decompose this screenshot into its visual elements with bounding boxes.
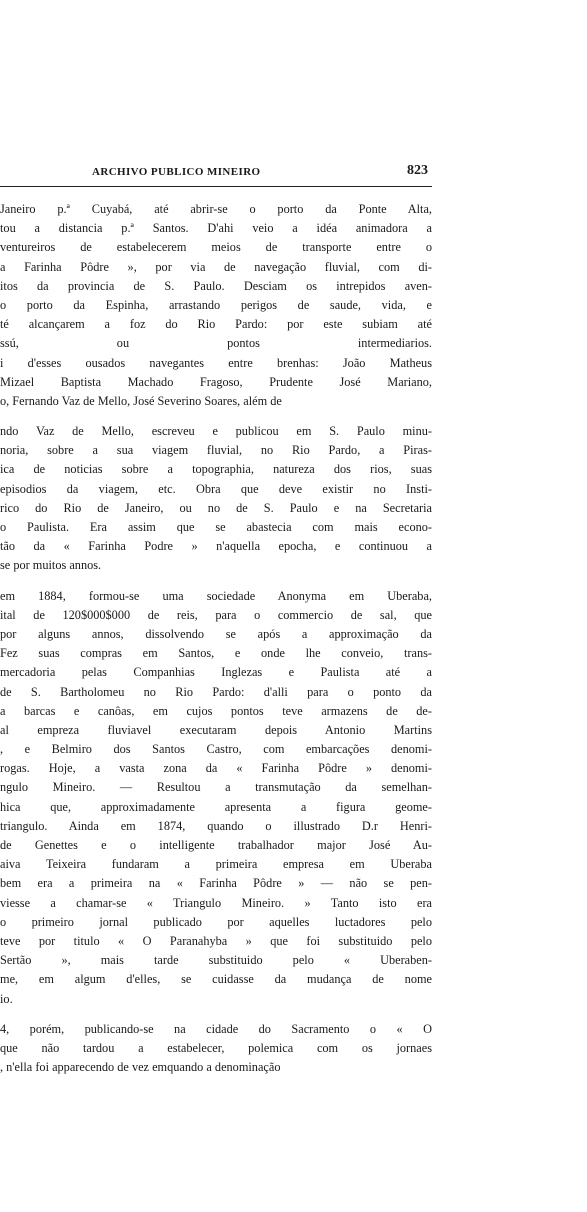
text-line: , e Belmiro dos Santos Castro, com embarcações denomi- <box>0 742 432 757</box>
text-line: a barcas e canôas, em cujos pontos teve armazens de de- <box>0 703 432 718</box>
text-line: mercadoria pelas Companhias Inglezas e Paulista até a <box>0 665 432 680</box>
paragraph <box>0 587 432 1009</box>
page-header <box>0 160 432 187</box>
text-line: de S. Bartholomeu no Rio Pardo: d'alli para o ponto da <box>0 684 432 699</box>
text-line: triangulo. Ainda em 1874, quando o illustrado D.r Henri- <box>0 818 432 833</box>
text-line: que não tardou a estabelecer, polemica com os jornaes <box>0 1040 432 1055</box>
running-title: ARCHIVO PUBLICO MINEIRO <box>92 166 261 178</box>
paragraph <box>0 422 432 576</box>
text-line: ssú, ou pontos intermediarios. <box>0 336 432 351</box>
text-line: Sertão », mais tarde substituido pelo « Uberaben- <box>0 953 432 968</box>
text-line: episodios da viagem, etc. Obra que deve existir no Insti- <box>0 481 432 496</box>
text-line: se por muitos annos. <box>0 558 102 573</box>
text-line: aiva Teixeira fundaram a primeira empresa em Uberaba <box>0 857 432 872</box>
text-line: ventureiros de estabelecerem meios de transporte entre o <box>0 240 432 255</box>
paragraph <box>0 200 432 411</box>
text-line: ital de 120$000$000 de reis, para o commercio de sal, que <box>0 607 432 622</box>
text-line: a Farinha Pôdre », por via de navegação fluvial, com di- <box>0 259 432 274</box>
text-line: té alcançarem a foz do Rio Pardo: por este subiam até <box>0 317 432 332</box>
page-number: 823 <box>407 163 428 178</box>
paragraph <box>0 1020 432 1078</box>
text-line: Mizael Baptista Machado Fragoso, Prudente José Mariano, <box>0 374 432 389</box>
text-line: , n'ella foi apparecendo de vez emquando a denominação <box>0 1060 281 1075</box>
text-line: hica que, approximadamente apresenta a figura geome- <box>0 799 432 814</box>
text-line: Fez suas compras em Santos, e onde lhe conveio, trans- <box>0 646 432 661</box>
text-line: io. <box>0 991 13 1006</box>
text-line: o primeiro jornal publicado por aquelles luctadores pelo <box>0 914 432 929</box>
text-line: 4, porém, publicando-se na cidade do Sacramento o « O <box>0 1021 432 1036</box>
text-line: em 1884, formou-se uma sociedade Anonyma em Uberaba, <box>0 588 432 603</box>
text-line: noria, sobre a sua viagem fluvial, no Rio Pardo, a Piras- <box>0 443 432 458</box>
text-line: al empreza fluviavel executaram depois Antonio Martins <box>0 722 432 737</box>
text-line: itos da provincia de S. Paulo. Desciam os intrepidos aven- <box>0 278 432 293</box>
text-line: i d'esses ousados navegantes entre brenhas: João Matheus <box>0 355 432 370</box>
text-line: me, em algum d'elles, se cuidasse da mudança de nome <box>0 972 432 987</box>
text-line: o, Fernando Vaz de Mello, José Severino Soares, além de <box>0 393 282 408</box>
text-line: rogas. Hoje, a vasta zona da « Farinha Pôdre » denomi- <box>0 761 432 776</box>
text-line: bem era a primeira na « Farinha Pôdre » — não se pen- <box>0 876 432 891</box>
text-line: viesse a chamar-se « Triangulo Mineiro. » Tanto isto era <box>0 895 432 910</box>
text-line: ica de noticias sobre a topographia, natureza dos rios, suas <box>0 462 432 477</box>
text-line: tou a distancia p.ª Santos. D'ahi veio a idéa animadora a <box>0 221 432 236</box>
text-line: o porto da Espinha, arrastando perigos de saude, vida, e <box>0 297 432 312</box>
body-text <box>0 200 432 1088</box>
text-line: teve por titulo « O Paranahyba » que foi substituido pelo <box>0 933 432 948</box>
text-line: de Genettes e o intelligente trabalhador major José Au- <box>0 838 432 852</box>
text-line: o Paulista. Era assim que se abastecia com mais econo- <box>0 520 432 534</box>
text-line: por alguns annos, dissolvendo se após a approximação da <box>0 626 432 641</box>
text-line: rico do Rio de Janeiro, ou no de S. Paulo e na Secretaria <box>0 500 432 515</box>
text-line: ndo Vaz de Mello, escreveu e publicou em S. Paulo minu- <box>0 424 432 439</box>
text-line: ngulo Mineiro. — Resultou a transmutação da semelhan- <box>0 780 432 795</box>
text-line: Janeiro p.ª Cuyabá, até abrir-se o porto da Ponte Alta, <box>0 202 432 216</box>
text-line: tão da « Farinha Podre » n'aquella epocha, e continuou a <box>0 539 432 554</box>
